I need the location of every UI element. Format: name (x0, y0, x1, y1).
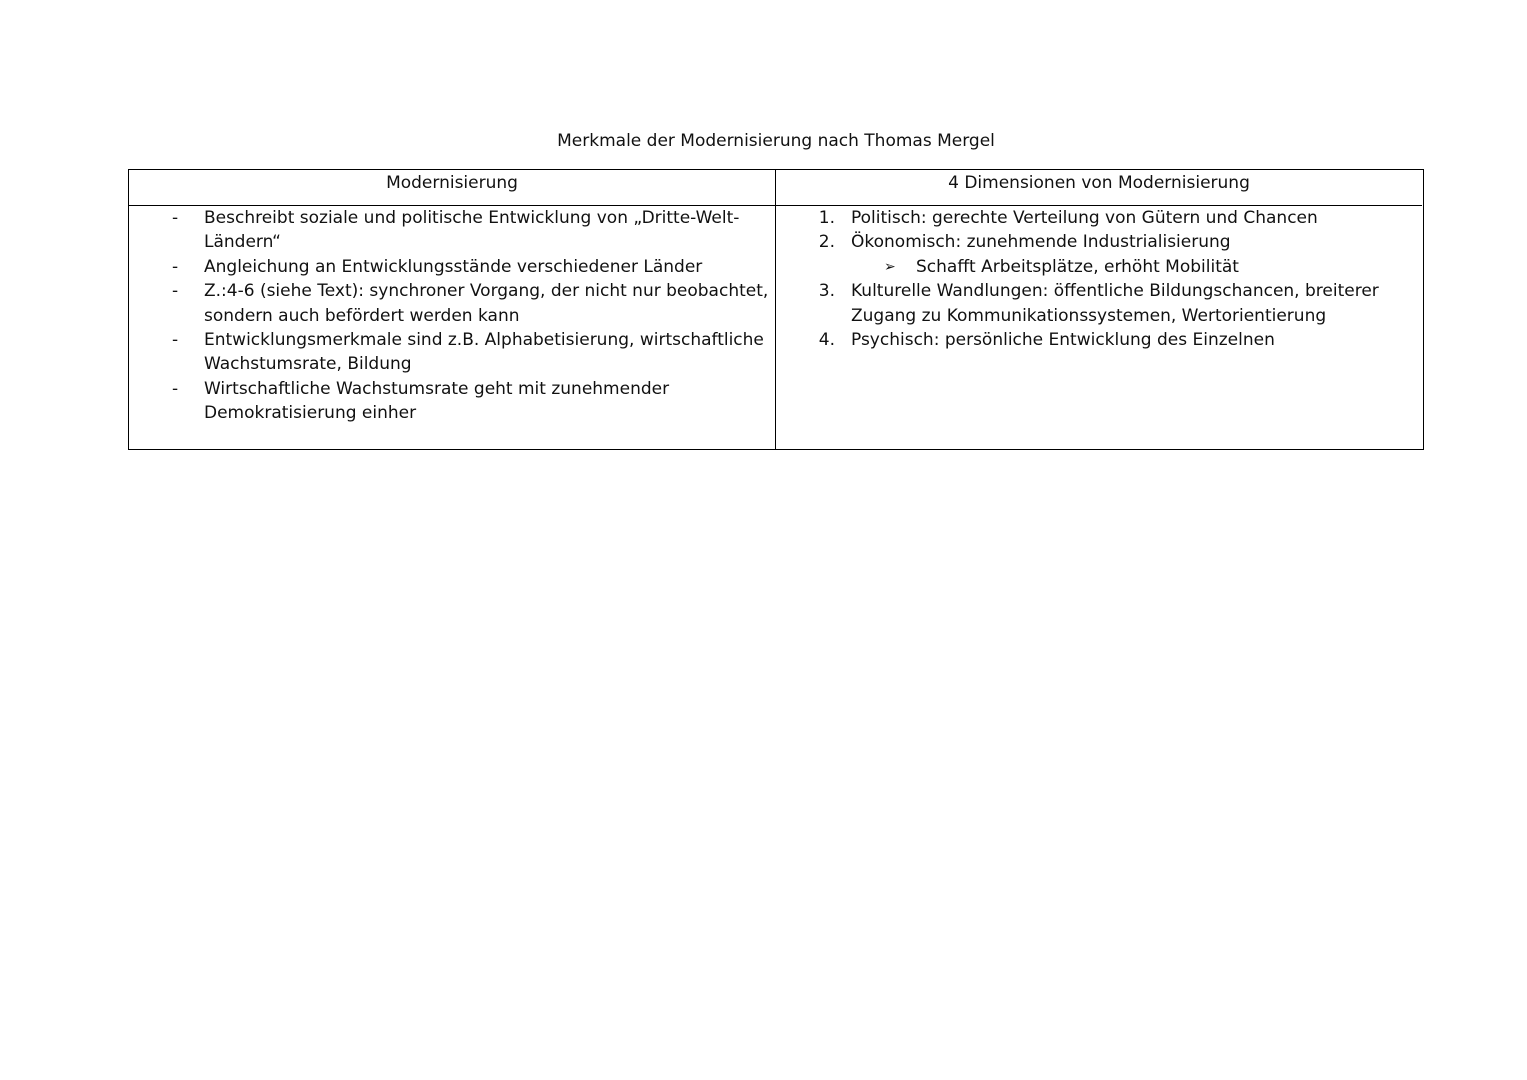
list-item-line: Zugang zu Kommunikationssystemen, Wertorientierung (851, 305, 1327, 326)
list-item-line: Wirtschaftliche Wachstumsrate geht mit zunehmender (204, 378, 670, 399)
bullet-dash: - (172, 378, 179, 399)
list-item-line: Ländern“ (204, 232, 281, 253)
list-number: 1. (818, 208, 835, 228)
list-item-line: Schafft Arbeitsplätze, erhöht Mobilität (916, 256, 1239, 277)
bullet-dash: - (172, 256, 179, 277)
bullet-dash: - (172, 208, 179, 228)
list-item-line: Wachstumsrate, Bildung (204, 354, 412, 375)
list-number: 3. (818, 281, 835, 302)
list-item-line: Angleichung an Entwicklungsstände verschiedener Länder (204, 256, 703, 277)
list-item-line: Beschreibt soziale und politische Entwicklung von „Dritte-Welt- (204, 208, 740, 228)
list-number: 2. (818, 232, 835, 253)
list-item-line: Demokratisierung einher (204, 403, 417, 424)
list-item-line: Entwicklungsmerkmale sind z.B. Alphabetisierung, wirtschaftliche (204, 330, 764, 350)
modernization-table (128, 169, 1424, 450)
list-item-line: sondern auch befördert werden kann (204, 305, 520, 326)
bullet-dash: - (172, 330, 179, 350)
list-item-line: Politisch: gerechte Verteilung von Gütern und Chancen (851, 208, 1318, 228)
column-header-modernisierung: Modernisierung (129, 170, 776, 206)
page-title: Merkmale der Modernisierung nach Thomas Mergel (557, 131, 995, 151)
column-body-dimensionen (776, 206, 1422, 449)
list-item-line: Ökonomisch: zunehmende Industrialisierung (851, 232, 1231, 253)
list-item-line: Psychisch: persönliche Entwicklung des Einzelnen (851, 330, 1275, 350)
arrow-bullet-icon: ➢ (884, 258, 896, 275)
column-header-dimensionen: 4 Dimensionen von Modernisierung (776, 170, 1422, 206)
list-number: 4. (818, 330, 835, 350)
bullet-dash: - (172, 281, 179, 302)
column-body-modernisierung (129, 206, 776, 449)
list-item-line: Z.:4-6 (siehe Text): synchroner Vorgang, der nicht nur beobachtet, (204, 281, 769, 302)
list-item-line: Kulturelle Wandlungen: öffentliche Bildungschancen, breiterer (851, 281, 1379, 302)
